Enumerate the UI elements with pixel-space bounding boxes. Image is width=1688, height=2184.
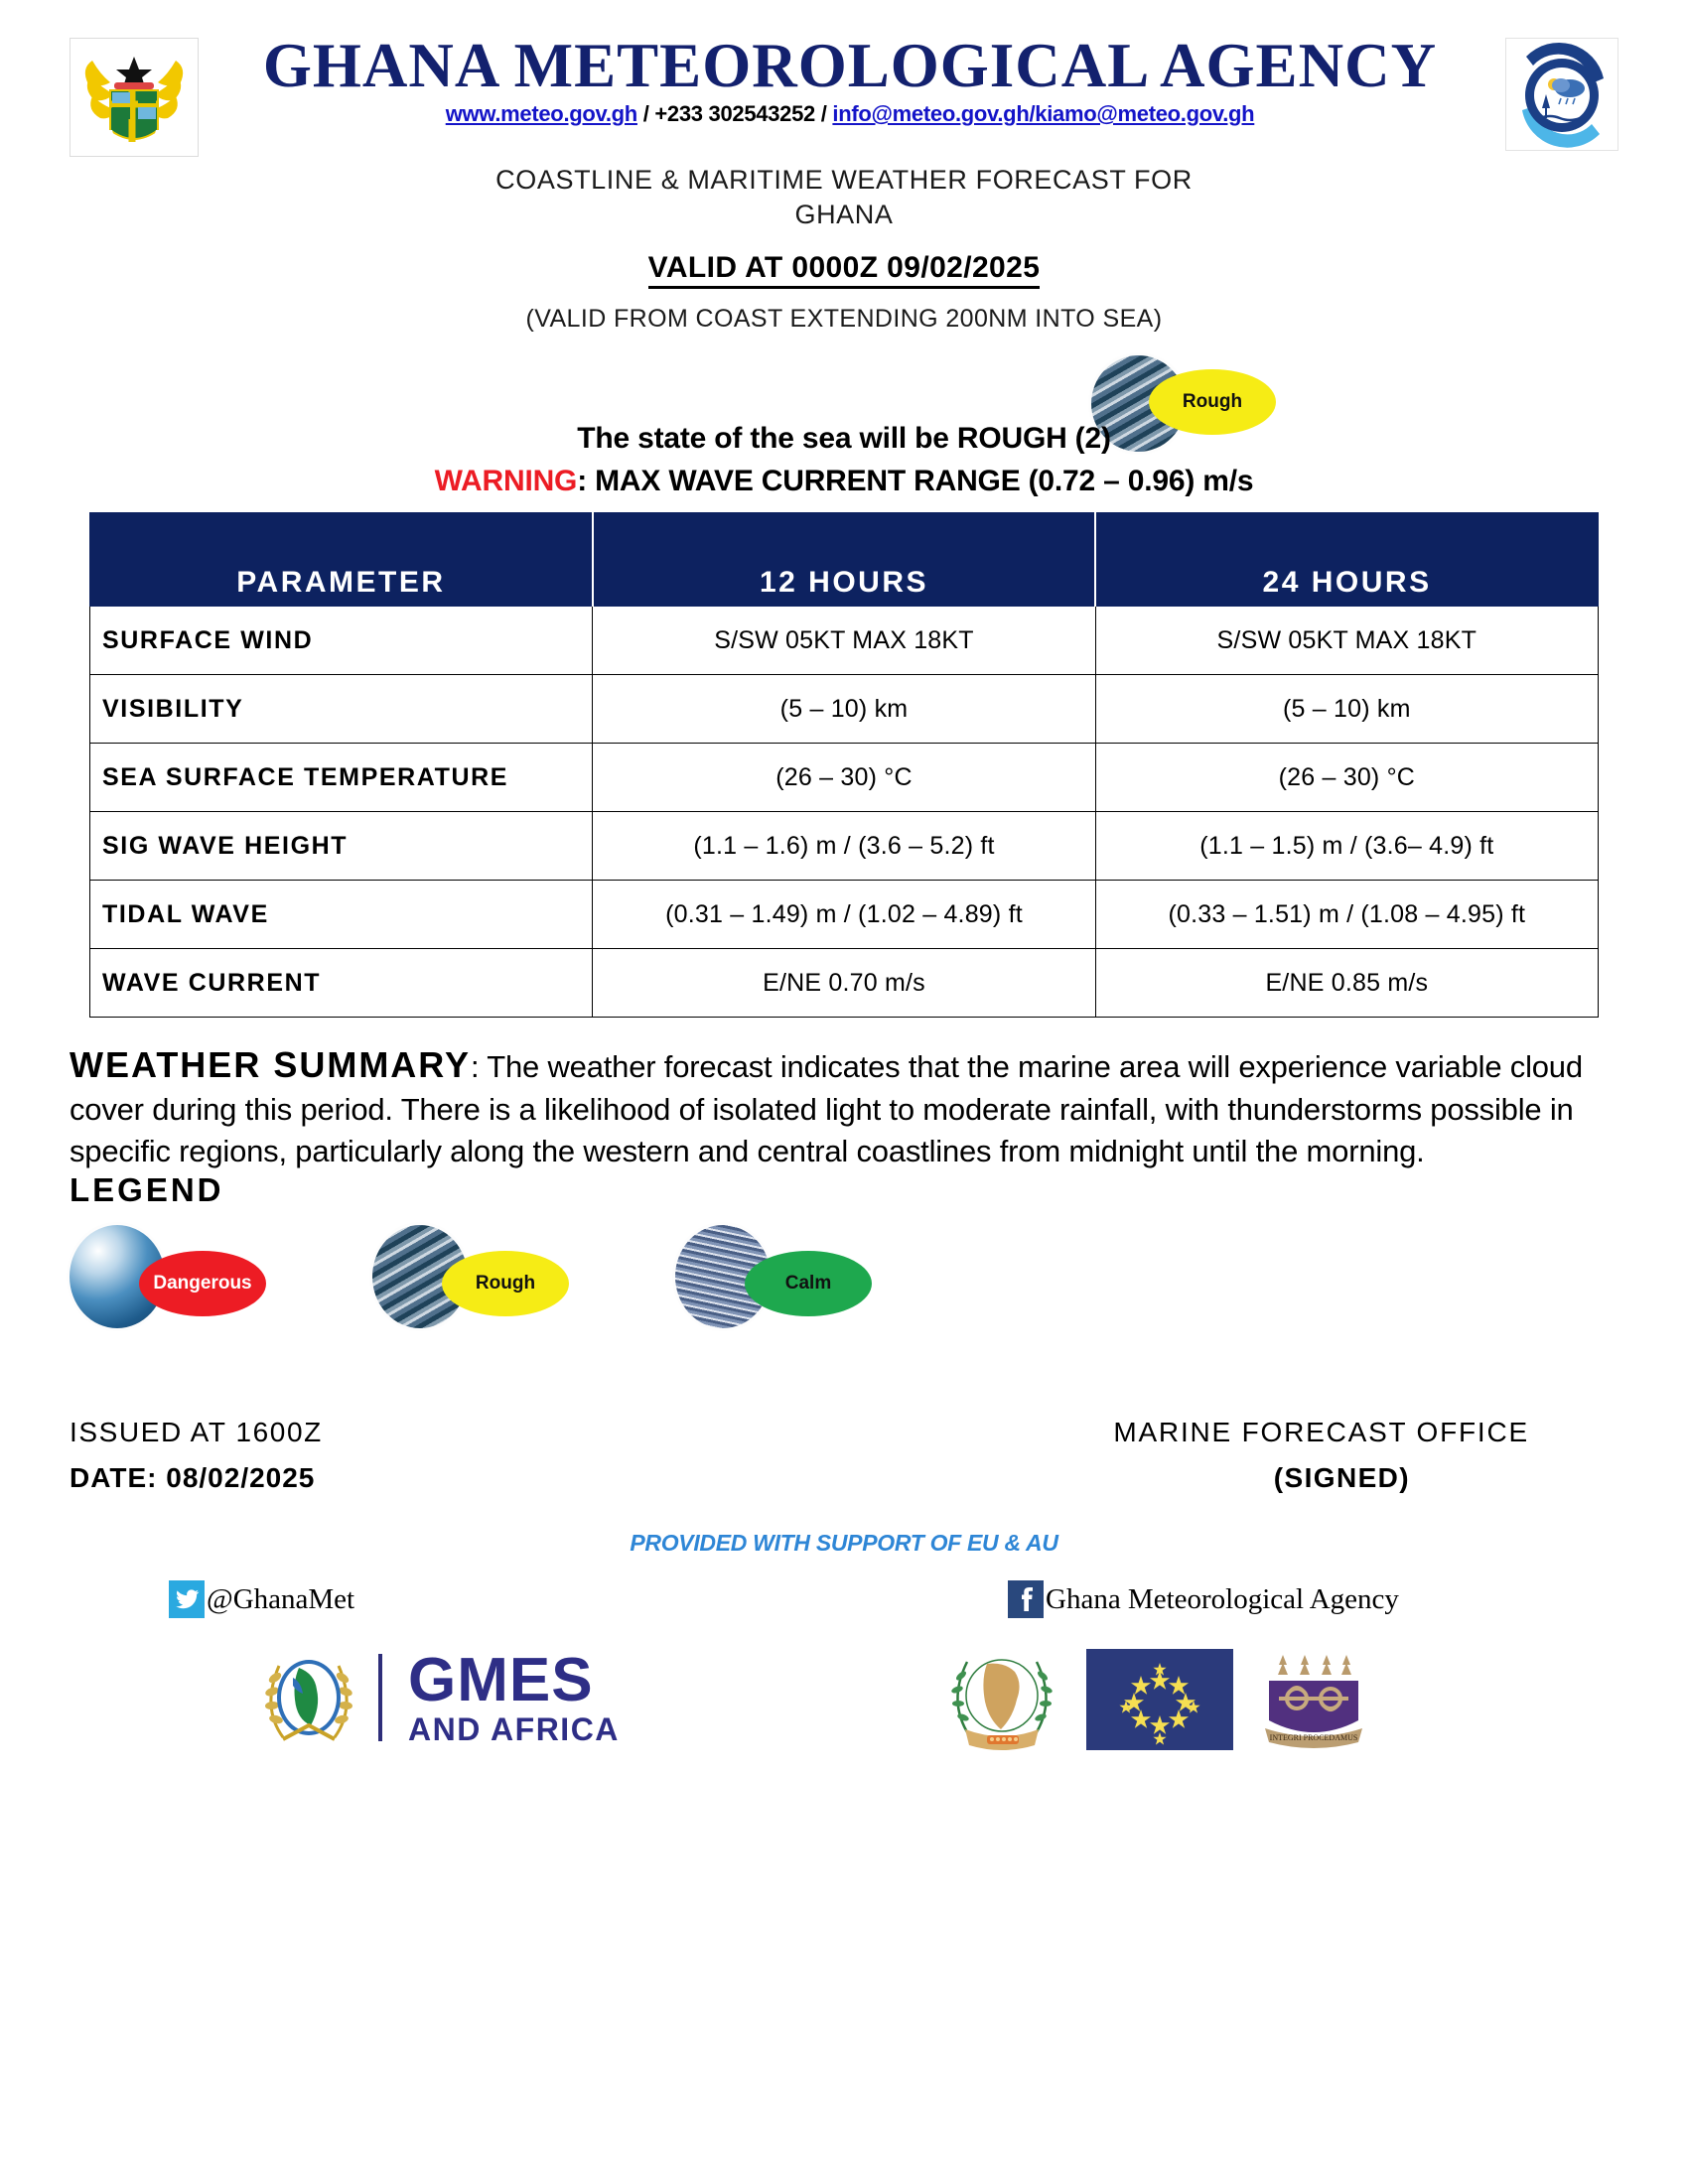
row-value-12h: S/SW 05KT MAX 18KT [593, 607, 1095, 675]
email-link[interactable]: info@meteo.gov.gh/kiamo@meteo.gov.gh [832, 101, 1255, 127]
row-parameter: SIG WAVE HEIGHT [90, 812, 593, 881]
warning-line [0, 465, 1688, 498]
footer-block [70, 1417, 1618, 1536]
document-subtitle [0, 163, 1688, 231]
row-value-24h: (26 – 30) °C [1095, 744, 1598, 812]
legend-label-dangerous: Dangerous [139, 1251, 266, 1316]
page-title: GHANA METEOROLOGICAL AGENCY [262, 31, 1438, 100]
row-parameter: VISIBILITY [90, 675, 593, 744]
legend-label-calm: Calm [745, 1251, 872, 1316]
legend-item-calm [675, 1225, 914, 1334]
legend-label-rough: Rough [442, 1251, 569, 1316]
twitter-link[interactable] [169, 1580, 354, 1618]
legend-item-rough [372, 1225, 611, 1334]
signed-label: (SIGNED) [1273, 1462, 1410, 1494]
row-parameter: WAVE CURRENT [90, 949, 593, 1018]
row-value-12h: (26 – 30) °C [593, 744, 1095, 812]
table-row [90, 607, 1599, 675]
website-link[interactable]: www.meteo.gov.gh [445, 101, 637, 127]
table-row [90, 812, 1599, 881]
contact-line [199, 101, 1501, 127]
weather-summary [70, 1041, 1618, 1171]
warning-label: WARNING [434, 465, 578, 498]
weather-summary-label: WEATHER SUMMARY [70, 1044, 471, 1086]
title-block [199, 31, 1501, 127]
weather-summary-text: : The weather forecast indicates that the marine area will experience variable cloud cover during this period. There is a likelihood of isolated light to moderate rainfall, with thunderstorms possible in specific regions, particularly along the western and central coastlines from midnight until the morning. [70, 1049, 1583, 1168]
partner-logo-strip [70, 1642, 1618, 1761]
social-row [70, 1580, 1618, 1628]
european-union-flag-icon [1086, 1649, 1233, 1750]
legend-title: LEGEND [70, 1171, 224, 1209]
legend-row [70, 1225, 1618, 1339]
twitter-handle: @GhanaMet [207, 1582, 355, 1615]
gmes-and-africa-logo [253, 1642, 620, 1753]
svg-text:INTEGRI PROCEDAMUS: INTEGRI PROCEDAMUS [1269, 1733, 1358, 1743]
issue-date: DATE: 08/02/2025 [70, 1462, 316, 1494]
gmes-divider [378, 1654, 382, 1741]
table-row [90, 675, 1599, 744]
row-value-12h: (5 – 10) km [593, 675, 1095, 744]
facebook-page-name: Ghana Meteorological Agency [1046, 1582, 1399, 1615]
table-row [90, 949, 1599, 1018]
row-value-24h: (1.1 – 1.5) m / (3.6– 4.9) ft [1095, 812, 1598, 881]
twitter-icon [169, 1580, 205, 1618]
column-header-24-hours: 24 HOURS [1095, 513, 1598, 607]
issued-at: ISSUED AT 1600Z [70, 1417, 323, 1448]
ghana-coat-of-arms-icon [70, 38, 199, 157]
gmes-wordmark [408, 1646, 620, 1748]
sea-state-statement: The state of the sea will be ROUGH (2) [577, 422, 1111, 456]
facebook-link[interactable] [1008, 1580, 1399, 1618]
subtitle-line-2: GHANA [794, 199, 894, 229]
sea-state-pill-label: Rough [1149, 369, 1276, 435]
table-row [90, 881, 1599, 949]
row-parameter: SURFACE WIND [90, 607, 593, 675]
gma-logo-icon [1505, 38, 1618, 151]
university-crest-icon [1259, 1645, 1368, 1754]
row-value-12h: E/NE 0.70 m/s [593, 949, 1095, 1018]
gmes-main-text: GMES [408, 1646, 594, 1715]
row-value-12h: (0.31 – 1.49) m / (1.02 – 4.89) ft [593, 881, 1095, 949]
subtitle-line-1: COASTLINE & MARITIME WEATHER FORECAST FOR [495, 165, 1193, 195]
facebook-icon [1008, 1580, 1044, 1618]
valid-range-note: (VALID FROM COAST EXTENDING 200NM INTO SEA) [525, 305, 1163, 334]
support-line: PROVIDED WITH SUPPORT OF EU & AU [630, 1530, 1058, 1557]
valid-at-heading [0, 251, 1688, 285]
row-value-24h: (5 – 10) km [1095, 675, 1598, 744]
right-logo-group [943, 1644, 1368, 1755]
row-value-24h: S/SW 05KT MAX 18KT [1095, 607, 1598, 675]
table-row [90, 744, 1599, 812]
gmes-emblem-icon [253, 1642, 364, 1753]
column-header-12-hours: 12 HOURS [593, 513, 1095, 607]
contact-separator: / +233 302543252 / [636, 101, 833, 127]
marine-forecast-office: MARINE FORECAST OFFICE [1113, 1417, 1529, 1448]
table-header-row [90, 513, 1599, 607]
warning-text: : MAX WAVE CURRENT RANGE (0.72 – 0.96) m/s [577, 465, 1254, 498]
row-value-12h: (1.1 – 1.6) m / (3.6 – 5.2) ft [593, 812, 1095, 881]
row-value-24h: E/NE 0.85 m/s [1095, 949, 1598, 1018]
sea-state-section [0, 347, 1688, 496]
row-parameter: TIDAL WAVE [90, 881, 593, 949]
row-parameter: SEA SURFACE TEMPERATURE [90, 744, 593, 812]
column-header-parameter: PARAMETER [90, 513, 593, 607]
legend-item-dangerous [70, 1225, 308, 1334]
gmes-sub-text: AND AFRICA [408, 1711, 620, 1748]
masthead [0, 0, 1688, 149]
forecast-table [89, 512, 1599, 1018]
valid-at-text: VALID AT 0000Z 09/02/2025 [648, 251, 1041, 289]
row-value-24h: (0.33 – 1.51) m / (1.08 – 4.95) ft [1095, 881, 1598, 949]
african-union-logo-icon [943, 1644, 1060, 1755]
